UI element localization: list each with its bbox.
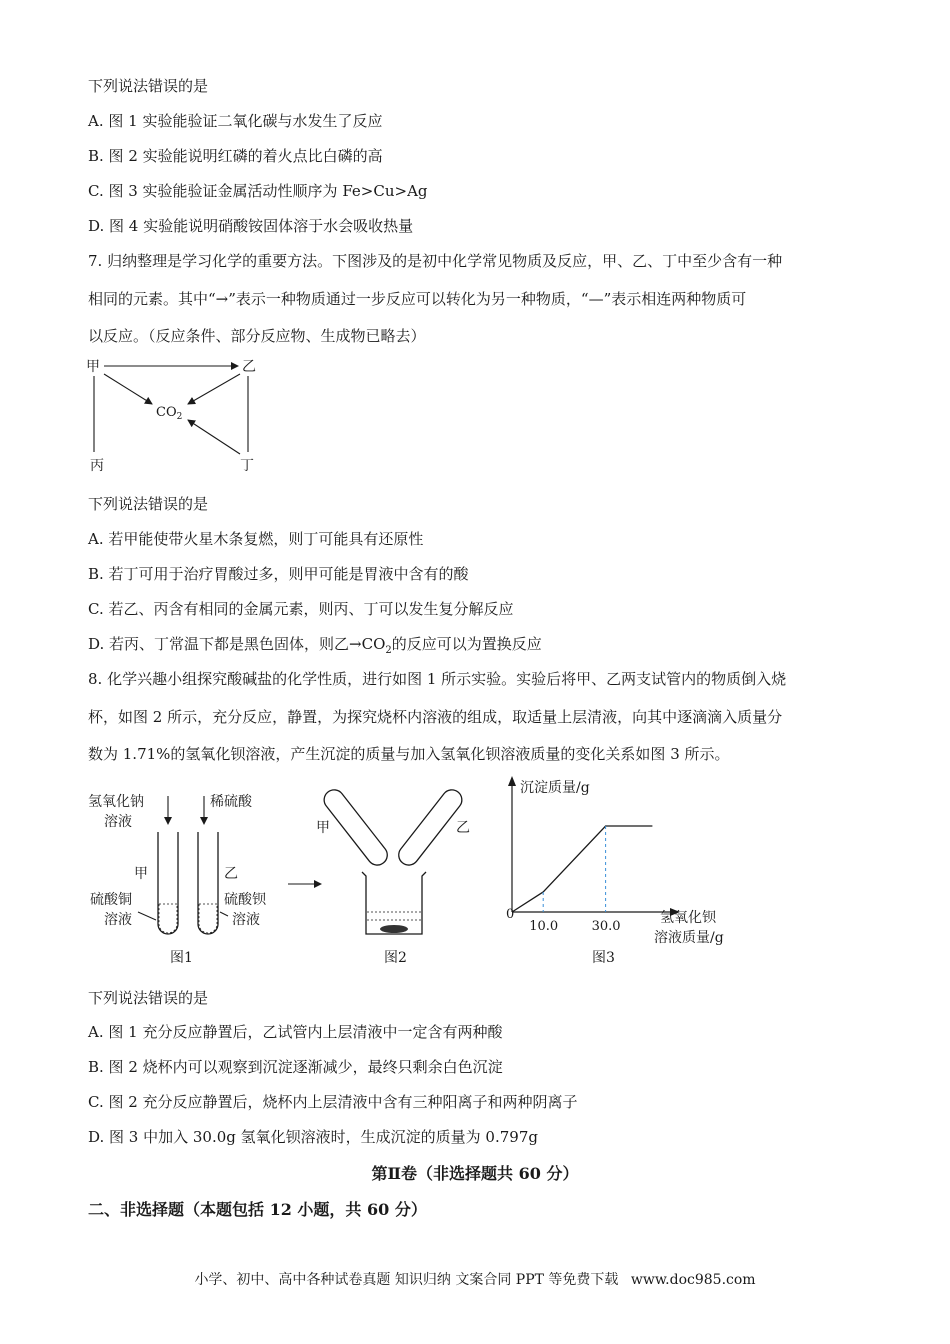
q7-node-yi: 乙 — [242, 359, 256, 375]
q6-option-d: D. 图 4 实验能说明硝酸铵固体溶于水会吸收热量 — [88, 217, 414, 235]
fig1-reagent-left-2: 溶液 — [104, 814, 132, 830]
q7-stem-line-3: 以反应。（反应条件、部分反应物、生成物已略去） — [88, 327, 426, 345]
chart-x-tick-10: 10.0 — [529, 919, 559, 934]
fig1-solution-left-1: 硫酸铜 — [90, 892, 132, 908]
q7-option-b: B. 若丁可用于治疗胃酸过多，则甲可能是胃液中含有的酸 — [88, 565, 469, 583]
fig2-tube-jia — [320, 786, 391, 869]
fig1-caption: 图1 — [170, 950, 193, 966]
fig1-reagent-left-1: 氢氧化钠 — [88, 794, 144, 810]
chart-origin-label: 0 — [506, 907, 515, 922]
q7-node-jia: 甲 — [86, 359, 100, 375]
fig2-beaker — [362, 872, 426, 934]
q8-stem-line-3: 数为 1.71%的氢氧化钡溶液，产生沉淀的质量与加入氢氧化钡溶液质量的变化关系如图 3 所示。 — [88, 745, 730, 763]
fig1-solution-right-2: 溶液 — [232, 912, 260, 928]
q7-arrow-jia-co2 — [104, 374, 152, 404]
chart-x-label-2: 溶液质量/g — [654, 930, 724, 946]
fig2-caption: 图2 — [384, 950, 407, 966]
q7-node-co2: $CO_2$ — [156, 405, 183, 422]
q8-option-c: C. 图 2 充分反应静置后，烧杯内上层清液中含有三种阳离子和两种阴离子 — [88, 1093, 578, 1111]
q8-figure-1 — [82, 784, 332, 969]
fig1-test-tube-right — [198, 832, 218, 934]
footer-site: www.doc985.com — [630, 1272, 756, 1288]
q7-stem-line-2: 相同的元素。其中“→”表示一种物质通过一步反应可以转化为另一种物质，“—”表示相连两种物质可 — [88, 290, 747, 308]
page-footer — [0, 1269, 950, 1289]
q7-option-a: A. 若甲能使带火星木条复燃，则丁可能具有还原性 — [88, 530, 424, 548]
q7-stem-line-1: 7. 归纳整理是学习化学的重要方法。下图涉及的是初中化学常见物质及反应，甲、乙、丁中至少含有一种 — [88, 252, 783, 270]
q7-option-c: C. 若乙、丙含有相同的金属元素，则丙、丁可以发生复分解反应 — [88, 600, 514, 618]
section-two-subtitle: 二、非选择题（本题包括 12 小题，共 60 分） — [88, 1200, 427, 1219]
chart-x-label-1: 氢氧化钡 — [660, 910, 716, 926]
q7-option-d: D. 若丙、丁常温下都是黑色固体，则乙$\to CO_2$的反应可以为置换反应 — [88, 635, 542, 656]
fig1-tube-jia: 甲 — [134, 866, 148, 882]
fig1-solution-right-1: 硫酸钡 — [224, 892, 266, 908]
q7-relation-diagram — [80, 354, 270, 478]
fig1-test-tube-left — [158, 832, 178, 934]
q7-arrow-ding-co2 — [188, 420, 240, 454]
q8-option-b: B. 图 2 烧杯内可以观察到沉淀逐渐减少，最终只剩余白色沉淀 — [88, 1058, 503, 1076]
q7-stem-tail: 下列说法错误的是 — [88, 495, 209, 513]
q8-figure-3-chart — [496, 772, 746, 970]
q7-arrow-yi-co2 — [188, 374, 240, 404]
fig2-label-yi: 乙 — [456, 820, 470, 836]
q8-figure-2 — [306, 784, 476, 969]
fig1-reagent-right: 稀硫酸 — [210, 794, 252, 810]
q8-stem-tail: 下列说法错误的是 — [88, 989, 209, 1007]
chart-x-tick-30: 30.0 — [591, 919, 621, 934]
q8-stem-line-2: 杯，如图 2 所示，充分反应，静置，为探究烧杯内溶液的组成，取适量上层清液，向其中逐滴滴入质量分 — [88, 708, 783, 726]
q8-option-d: D. 图 3 中加入 30.0g 氢氧化钡溶液时，生成沉淀的质量为 0.797g — [88, 1128, 538, 1146]
q7-node-bing: 丙 — [90, 458, 104, 474]
fig1-solution-left-2: 溶液 — [104, 912, 132, 928]
fig2-label-jia: 甲 — [316, 820, 330, 836]
q8-option-a: A. 图 1 充分反应静置后，乙试管内上层清液中一定含有两种酸 — [88, 1023, 503, 1041]
q8-stem-line-1: 8. 化学兴趣小组探究酸碱盐的化学性质，进行如图 1 所示实验。实验后将甲、乙两支试管内的物质倒入烧 — [88, 670, 787, 688]
part-two-title: 第Ⅱ卷（非选择题共 60 分） — [371, 1164, 579, 1183]
q6-stem-tail: 下列说法错误的是 — [88, 77, 209, 95]
fig1-tube-yi: 乙 — [224, 866, 238, 882]
fig3-caption: 图3 — [592, 950, 615, 966]
q6-option-b: B. 图 2 实验能说明红磷的着火点比白磷的高 — [88, 147, 383, 165]
q6-option-c: C. 图 3 实验能验证金属活动性顺序为 Fe>Cu>Ag — [88, 182, 428, 200]
chart-series-line — [512, 826, 652, 912]
q7-node-ding: 丁 — [240, 458, 254, 474]
chart-y-label: 沉淀质量/g — [520, 780, 590, 796]
footer-text: 小学、初中、高中各种试卷真题 知识归纳 文案合同 PPT 等免费下载 — [194, 1272, 619, 1288]
q6-option-a: A. 图 1 实验能验证二氧化碳与水发生了反应 — [88, 112, 383, 130]
